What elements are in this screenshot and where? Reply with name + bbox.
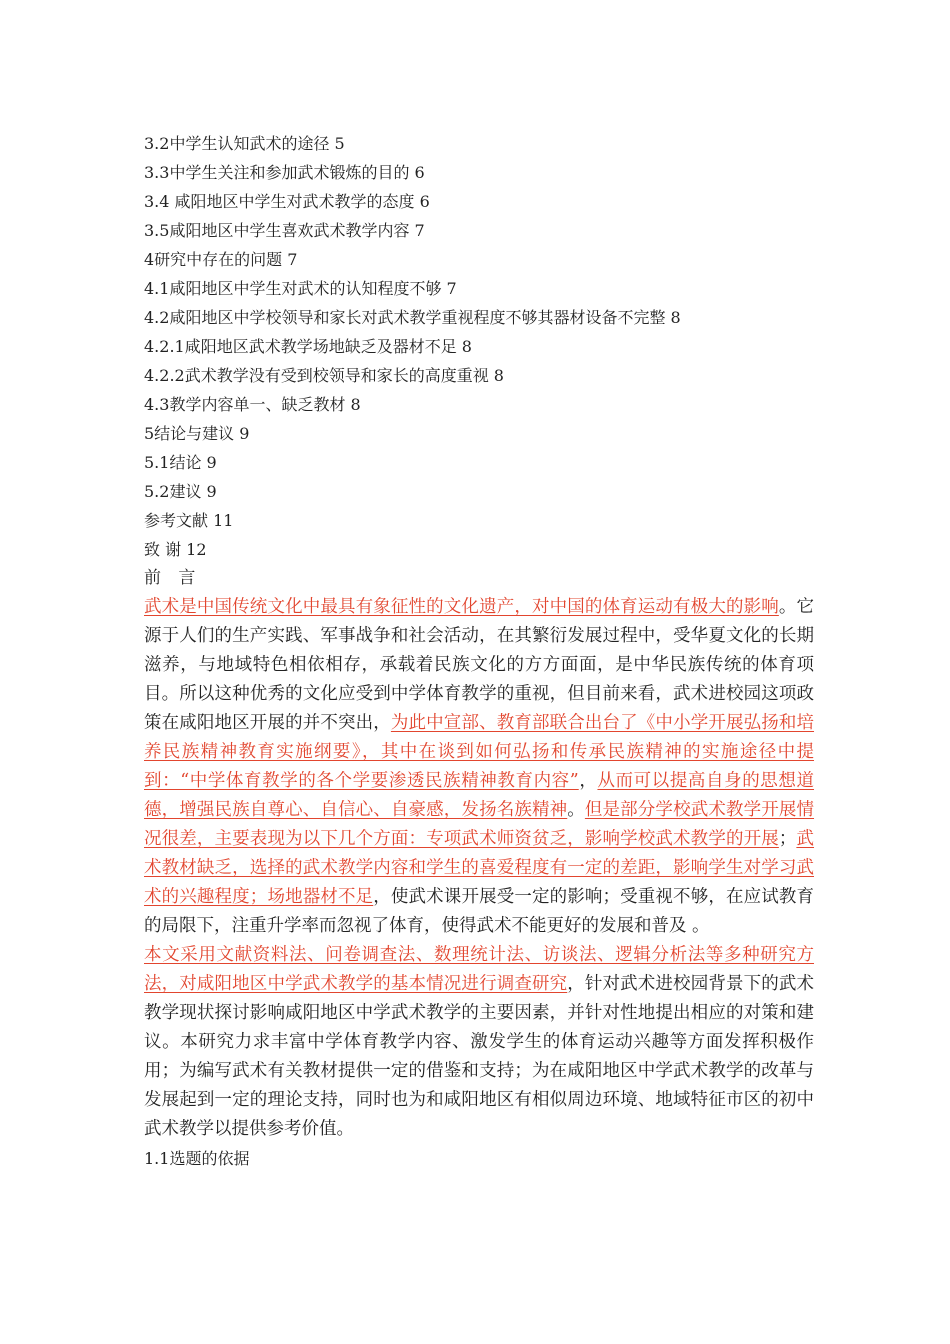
toc-entry-5-1: 5.1结论 9 bbox=[144, 453, 217, 472]
highlighted-text: 但是部分学校武术教学开展情况很差，主要表现为以下几个方面：专项武术师资贫乏，影响学校武术教学的开展 bbox=[144, 800, 815, 849]
toc-entry-3-3: 3.3中学生关注和参加武术锻炼的目的 6 bbox=[144, 163, 425, 182]
toc-entry-3-2: 3.2中学生认知武术的途径 5 bbox=[144, 134, 345, 153]
toc-entry-references: 参考文献 11 bbox=[144, 511, 234, 530]
preface-paragraph-2 bbox=[144, 941, 814, 1144]
highlighted-text: 本文采用文献资料法、问卷调查法、数理统计法、访谈法、逻辑分析法等多种研究方法，对咸阳地区中学武术教学的基本情况进行调查研究 bbox=[144, 945, 814, 994]
body-text: 。它源于人们的生产实践、军事战争和社会活动，在其繁衍发展过程中，受华夏文化的长期滋养，与地域特色相依相存，承载着民族文化的方方面面，是中华民族传统的体育项目。所以这种优秀的文化应受到中学体育教学的重视，但目前来看，武术进校园这项政策在咸阳地区开展的并不突出， bbox=[144, 597, 815, 733]
highlighted-text: 为此中宣部、教育部联合出台了《中小学开展弘扬和培养民族精神教育实施纲要》，其中在谈到如何弘扬和传承民族精神的实施途径中提到：“中学体育教学的各个学要渗透民族精神教育内容” bbox=[144, 713, 815, 791]
section-heading: 1.1选题的依据 bbox=[144, 1149, 250, 1168]
preface-heading: 前 言 bbox=[144, 568, 202, 588]
body-text: ，使武术课开展受一定的影响；受重视不够，在应试教育的局限下，注重升学率而忽视了体育，使得武术不能更好的发展和普及 。 bbox=[144, 887, 815, 936]
preface-paragraph-1 bbox=[144, 593, 814, 941]
highlighted-text: 从而可以提高自身的思想道德，增强民族自尊心、自信心、自豪感，发扬名族精神 bbox=[144, 771, 815, 820]
toc-entry-4-1: 4.1咸阳地区中学生对武术的认知程度不够 7 bbox=[144, 279, 457, 298]
toc-entry-3-5: 3.5咸阳地区中学生喜欢武术教学内容 7 bbox=[144, 221, 425, 240]
table-of-contents bbox=[144, 129, 814, 564]
toc-entry-4-2: 4.2咸阳地区中学校领导和家长对武术教学重视程度不够其器材设备不完整 8 bbox=[144, 308, 681, 327]
toc-entry-3-4: 3.4 咸阳地区中学生对武术教学的态度 6 bbox=[144, 192, 430, 211]
toc-entry-5-2: 5.2建议 9 bbox=[144, 482, 217, 501]
body-text: ，针对武术进校园背景下的武术教学现状探讨影响咸阳地区中学武术教学的主要因素，并针对性地提出相应的对策和建议。本研究力求丰富中学体育教学内容、激发学生的体育运动兴趣等方面发挥积极作用；为编写武术有关教材提供一定的借鉴和支持；为在咸阳地区中学武术教学的改革与发展起到一定的理论支持，同时也为和咸阳地区有相似周边环境、地域特征市区的初中武术教学以提供参考价值。 bbox=[144, 974, 815, 1139]
toc-entry-4-2-2: 4.2.2武术教学没有受到校领导和家长的高度重视 8 bbox=[144, 366, 504, 385]
body-text: ， bbox=[578, 771, 598, 791]
body-text: 。 bbox=[567, 800, 585, 820]
toc-entry-acknowledgements: 致 谢 12 bbox=[144, 540, 207, 559]
toc-entry-4-3: 4.3教学内容单一、缺乏教材 8 bbox=[144, 395, 361, 414]
body-text: ； bbox=[778, 829, 797, 849]
toc-entry-4-2-1: 4.2.1咸阳地区武术教学场地缺乏及器材不足 8 bbox=[144, 337, 472, 356]
toc-entry-5: 5结论与建议 9 bbox=[144, 424, 250, 443]
highlighted-text: 武术教材缺乏，选择的武术教学内容和学生的喜爱程度有一定的差距，影响学生对学习武术的兴趣程度；场地器材不足 bbox=[144, 829, 815, 907]
document-page bbox=[144, 129, 814, 1173]
highlighted-text: 武术是中国传统文化中最具有象征性的文化遗产，对中国的体育运动有极大的影响 bbox=[144, 597, 779, 617]
toc-entry-4: 4研究中存在的问题 7 bbox=[144, 250, 298, 269]
